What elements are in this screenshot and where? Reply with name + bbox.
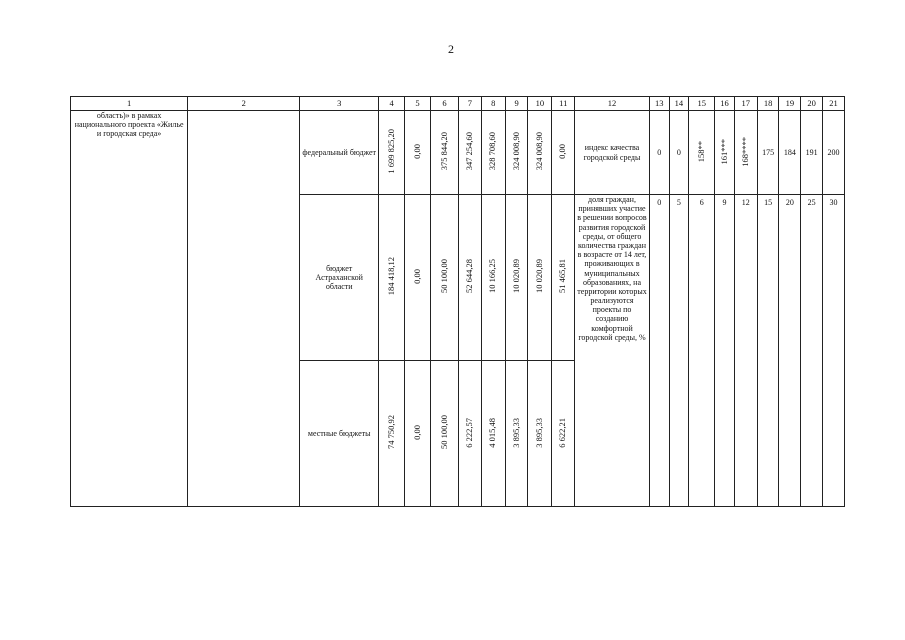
value: 347 254,60 [464,132,475,171]
header-cell: 21 [823,97,845,111]
indicator-value: 6 [699,198,704,207]
indicator-value: 9 [722,198,727,207]
indicator-value-cell [669,111,689,195]
program-name: область)» в рамках национального проекта «Жилье и городская среда» [74,111,184,139]
indicator-value-cell [715,111,735,195]
value: 10 020,89 [534,259,545,294]
indicator-value-cell [689,195,715,507]
program-name-cell [71,111,188,507]
value: 184 418,12 [385,257,396,296]
indicator-value-cell [801,195,823,507]
funding-source-cell [300,361,379,507]
indicator-name-cell [575,111,650,195]
value: 74 750,92 [385,415,396,450]
indicator-value: 0 [657,198,662,207]
indicator-value-cell [823,111,845,195]
header-cell: 16 [715,97,735,111]
indicator-value: 20 [785,198,794,207]
indicator-value: 15 [764,198,773,207]
table-row [71,111,845,195]
indicator-value-cell [779,111,801,195]
indicator-value-cell [689,111,715,195]
value: 50 100,00 [438,259,449,294]
header-cell: 3 [300,97,379,111]
indicator-value: 200 [827,147,840,157]
header-cell: 4 [379,97,405,111]
indicator-value: 30 [829,198,838,207]
value-cell [379,111,405,195]
header-cell: 11 [552,97,575,111]
value: 4 015,48 [487,417,498,448]
indicator-value: 12 [741,198,750,207]
funding-source-cell [300,195,379,361]
header-cell: 2 [188,97,300,111]
indicator-value: 175 [762,147,775,157]
indicator-value: 191 [805,147,818,157]
value-cell [505,195,528,361]
value-cell [405,195,431,361]
indicator-value: 168**** [739,136,750,167]
indicator-value: 184 [783,147,796,157]
value: 324 008,90 [534,132,545,171]
indicator-value-cell [734,195,757,507]
value-cell [379,195,405,361]
header-cell: 15 [689,97,715,111]
value-cell [552,195,575,361]
value: 6 222,57 [464,417,475,448]
indicator-value: 0 [676,147,681,157]
header-cell: 5 [405,97,431,111]
indicator-name: индекс качества городской среды [583,143,641,162]
value: 0,00 [557,143,568,159]
page-number: 2 [448,42,454,56]
value-cell [505,111,528,195]
value-cell [459,195,482,361]
value-cell [431,195,459,361]
value: 0,00 [411,143,422,159]
value-cell [528,195,552,361]
value-cell [459,361,482,507]
value: 324 008,90 [510,132,521,171]
header-cell: 7 [459,97,482,111]
header-cell: 10 [528,97,552,111]
indicator-value-cell [669,195,689,507]
value-cell [481,111,505,195]
value-cell [379,361,405,507]
indicator-value: 161*** [718,138,729,165]
value: 52 644,28 [464,259,475,294]
indicator-value-cell [715,195,735,507]
value: 6 622,21 [557,417,568,448]
header-cell: 18 [757,97,779,111]
indicator-value-cell [801,111,823,195]
empty-cell [188,111,300,507]
header-cell: 1 [71,97,188,111]
value-cell [528,361,552,507]
value: 3 895,33 [510,417,521,448]
value: 3 895,33 [534,417,545,448]
indicator-value-cell [649,111,669,195]
indicator-value: 5 [676,198,681,207]
value-cell [552,361,575,507]
value-cell [459,111,482,195]
indicator-name: доля граждан, принявших участие в решении вопросов развития городской среды, от общего количества граждан в возрасте от 14 лет, проживающих в муниципальных образованиях, на территории которых реализуются проекты по созданию комфортной городской среды, % [577,195,647,342]
indicator-value: 158** [695,140,706,163]
header-cell: 13 [649,97,669,111]
value: 328 708,60 [487,132,498,171]
value-cell [431,111,459,195]
value: 1 699 825,20 [385,129,396,174]
value-cell [481,195,505,361]
indicator-value-cell [649,195,669,507]
indicator-value-cell [757,111,779,195]
value: 51 465,81 [557,259,568,294]
value-cell [505,361,528,507]
indicator-value-cell [734,111,757,195]
funding-source-cell [300,111,379,195]
value: 10 166,25 [487,259,498,294]
value-cell [431,361,459,507]
indicator-value-cell [779,195,801,507]
indicator-value-cell [823,195,845,507]
funding-source: бюджет Астраханской области [315,263,363,292]
value: 10 020,89 [510,259,521,294]
indicator-value: 25 [807,198,816,207]
program-table [70,96,845,507]
header-cell: 17 [734,97,757,111]
funding-source: федеральный бюджет [302,147,377,157]
header-cell: 8 [481,97,505,111]
value: 50 100,00 [438,415,449,450]
value: 0,00 [411,268,422,284]
value-cell [405,361,431,507]
header-cell: 14 [669,97,689,111]
value-cell [552,111,575,195]
value: 0,00 [411,424,422,440]
value: 375 844,20 [438,132,449,171]
header-cell: 20 [801,97,823,111]
value-cell [528,111,552,195]
header-cell: 19 [779,97,801,111]
header-row [71,97,845,111]
indicator-value: 0 [657,147,662,157]
header-cell: 6 [431,97,459,111]
indicator-name-cell [575,195,650,507]
header-cell: 9 [505,97,528,111]
value-cell [405,111,431,195]
funding-source: местные бюджеты [307,428,371,438]
value-cell [481,361,505,507]
indicator-value-cell [757,195,779,507]
header-cell: 12 [575,97,650,111]
